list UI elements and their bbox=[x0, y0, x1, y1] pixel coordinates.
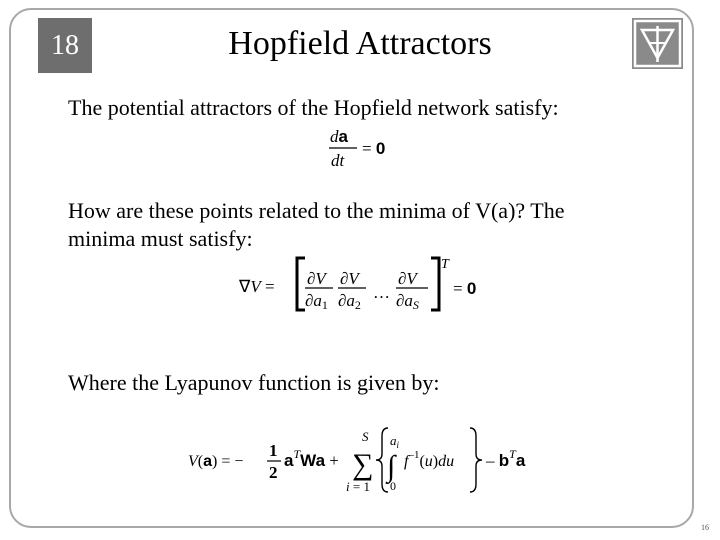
eq3-int-bottom: 0 bbox=[390, 479, 396, 493]
equation-gradient bbox=[235, 252, 495, 314]
eq3-integral-sign: ∫ bbox=[387, 450, 396, 483]
equation-derivative bbox=[320, 124, 410, 170]
eq2-term2-den: ∂a2 bbox=[338, 291, 361, 312]
eq2-lhs: ∇V = bbox=[239, 277, 275, 296]
eq3-sum-sign: ∑ bbox=[352, 448, 374, 481]
eq3-integrand: $f^{-1}(u)du$ bbox=[404, 449, 455, 470]
slide-number: 18 bbox=[38, 18, 92, 73]
paragraph-attractors: The potential attractors of the Hopfield network satisfy: bbox=[68, 95, 559, 120]
slide-title: Hopfield Attractors bbox=[228, 25, 492, 62]
eq2-term3-den: ∂aS bbox=[396, 291, 419, 312]
eq1-denominator: dt bbox=[331, 151, 345, 170]
eq2-term3-num: ∂V bbox=[398, 269, 417, 288]
paragraph-lyapunov: Where the Lyapunov function is given by: bbox=[68, 370, 440, 395]
eq3-half-den: 2 bbox=[269, 463, 278, 482]
eq3-sum-top: S bbox=[362, 429, 369, 444]
eq3-lhs: V(a) = − bbox=[188, 453, 244, 470]
eq2-term1-den: ∂a1 bbox=[305, 291, 328, 312]
eq3-sum-bottom: i = 1 bbox=[346, 479, 370, 494]
eq2-rhs: = 0 bbox=[453, 279, 477, 298]
eq1-rhs: = 0 bbox=[362, 139, 386, 158]
equation-lyapunov bbox=[186, 418, 546, 500]
page-footer-number: 16 bbox=[701, 523, 709, 532]
paragraph-minima-line2: minima must satisfy: bbox=[68, 226, 253, 251]
university-logo-icon bbox=[632, 18, 683, 69]
eq2-transpose: T bbox=[441, 257, 449, 272]
eq3-quadratic: $a^TWa$ + bbox=[284, 447, 339, 470]
eq3-half-num: 1 bbox=[269, 441, 278, 460]
eq1-numerator: da bbox=[330, 127, 348, 146]
paragraph-minima-line1 bbox=[68, 197, 564, 225]
eq3-tail: – $b^Ta$ bbox=[486, 447, 526, 470]
minima-text-line1: How are these points related to the minima of V(a)? The bbox=[68, 198, 565, 223]
eq2-dots: … bbox=[373, 283, 390, 302]
eq2-term1-num: ∂V bbox=[307, 269, 326, 288]
eq2-term2-num: ∂V bbox=[340, 269, 359, 288]
eq3-int-top: $a_i$ bbox=[390, 433, 400, 450]
